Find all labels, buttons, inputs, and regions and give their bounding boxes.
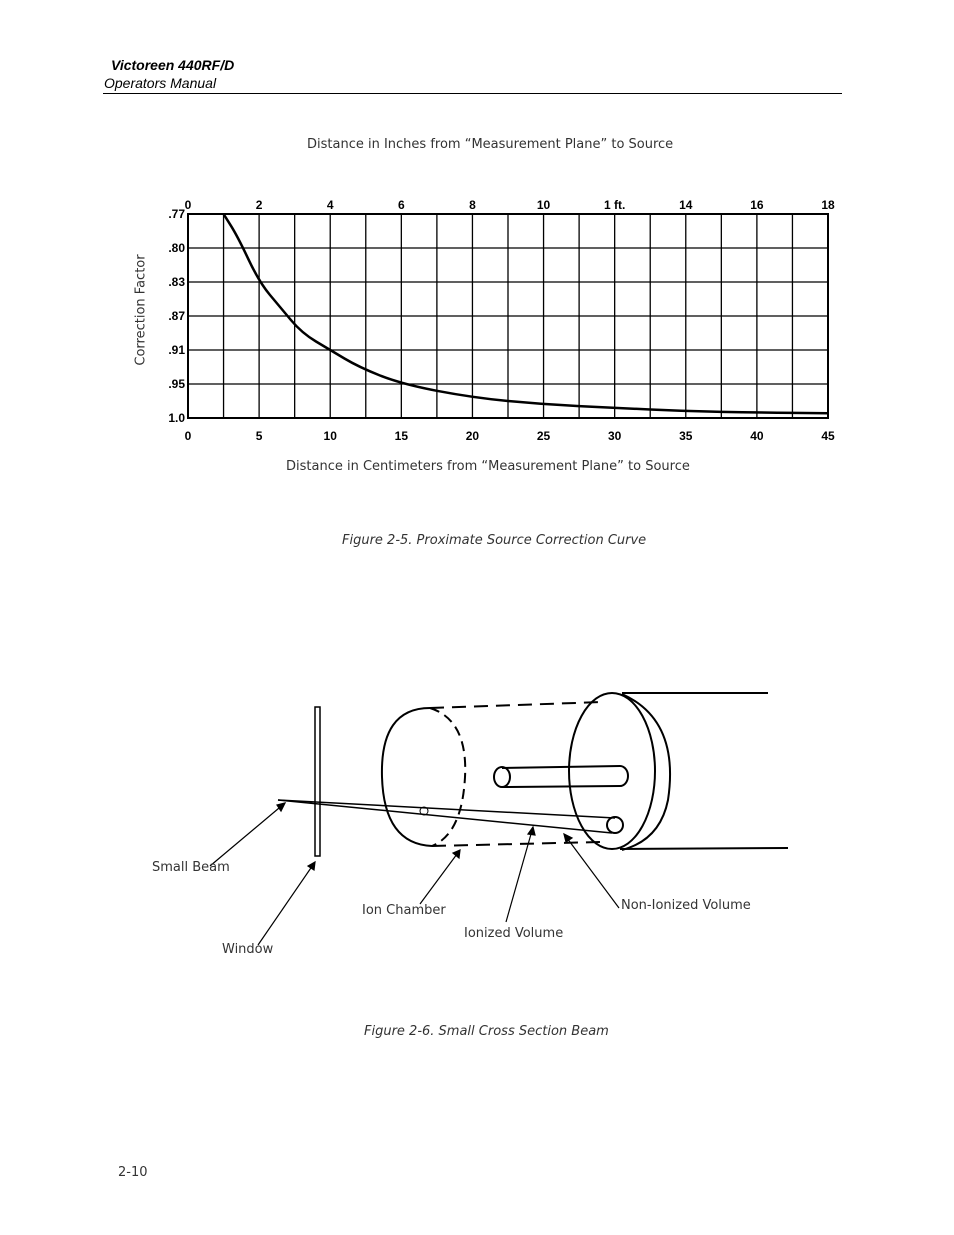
window-label: Window <box>222 942 274 957</box>
manual-subtitle: Operators Manual <box>104 75 217 91</box>
bottom-tick-label: 45 <box>821 429 835 443</box>
y-tick-label: 1.0 <box>168 411 185 425</box>
ion-chamber-leader <box>420 850 460 904</box>
page-number: 2-10 <box>118 1165 148 1180</box>
bottom-tick-label: 30 <box>607 429 622 443</box>
window-plate <box>315 707 320 856</box>
ion-chamber-arrowhead <box>453 850 460 858</box>
y-tick-label: .80 <box>168 241 185 255</box>
window-leader <box>258 862 315 945</box>
small-beam-arrowhead <box>277 803 285 811</box>
upper-electrode-end <box>494 767 510 787</box>
bottom-tick-label: 15 <box>394 429 409 443</box>
figure-2-6-caption: Figure 2-6. Small Cross Section Beam <box>364 1024 609 1039</box>
manual-title: Victoreen 440RF/D <box>111 57 235 73</box>
bottom-axis-label: Distance in Centimeters from “Measurement Plane” to Source <box>286 459 690 474</box>
ion-chamber-label: Ion Chamber <box>362 903 446 918</box>
small-beam-label: Small Beam <box>152 860 230 875</box>
bottom-tick-label: 35 <box>679 429 693 443</box>
non-ionized-volume-leader <box>564 834 619 908</box>
bottom-tick-label: 40 <box>750 429 764 443</box>
y-tick-label: .91 <box>168 343 185 357</box>
ion-chamber-front-solid <box>382 708 432 846</box>
window-arrowhead <box>308 862 315 870</box>
bottom-tick-label: 25 <box>536 429 551 443</box>
top-tick-label: 14 <box>679 198 693 212</box>
end-cap-rim <box>622 694 670 850</box>
housing-bottom-edge <box>620 848 788 849</box>
bottom-tick-label: 10 <box>323 429 337 443</box>
top-tick-label: 16 <box>750 198 764 212</box>
bottom-tick-label: 20 <box>465 429 480 443</box>
non-ionized-volume-arrowhead <box>564 834 572 842</box>
beam-lower-edge <box>278 800 612 833</box>
ionized-volume-leader <box>506 827 533 922</box>
ionized-volume-label: Ionized Volume <box>464 926 564 941</box>
top-tick-label: 8 <box>469 198 476 212</box>
ion-chamber-top-dashed <box>430 702 603 708</box>
y-tick-label: .95 <box>168 377 185 391</box>
figure-2-5-caption: Figure 2-5. Proximate Source Correction Curve <box>342 533 647 548</box>
end-cap-disc <box>569 693 655 849</box>
y-tick-label: .87 <box>168 309 185 323</box>
top-tick-label: 18 <box>821 198 835 212</box>
y-axis-label: Correction Factor <box>133 254 149 366</box>
beam-upper-edge <box>278 800 615 818</box>
lower-electrode-end <box>607 817 623 833</box>
top-axis-label: Distance in Inches from “Measurement Plane” to Source <box>307 137 674 152</box>
ion-chamber-front-dashed <box>430 708 465 846</box>
ion-chamber-bottom-dashed <box>432 842 600 846</box>
small-beam-leader <box>210 803 285 866</box>
y-tick-label: .77 <box>168 207 185 221</box>
ionized-volume-arrowhead <box>528 827 535 835</box>
top-tick-label: 4 <box>326 198 334 212</box>
top-tick-label: 6 <box>397 198 405 212</box>
y-tick-label: .83 <box>168 275 185 289</box>
top-tick-label: 1 ft. <box>603 198 626 212</box>
bottom-tick-label: 5 <box>255 429 263 443</box>
upper-electrode <box>502 766 628 787</box>
non-ionized-volume-label: Non-Ionized Volume <box>621 898 751 913</box>
bottom-tick-label: 0 <box>184 429 192 443</box>
top-tick-label: 2 <box>255 198 263 212</box>
top-tick-label: 0 <box>184 198 192 212</box>
top-tick-label: 10 <box>536 198 551 212</box>
